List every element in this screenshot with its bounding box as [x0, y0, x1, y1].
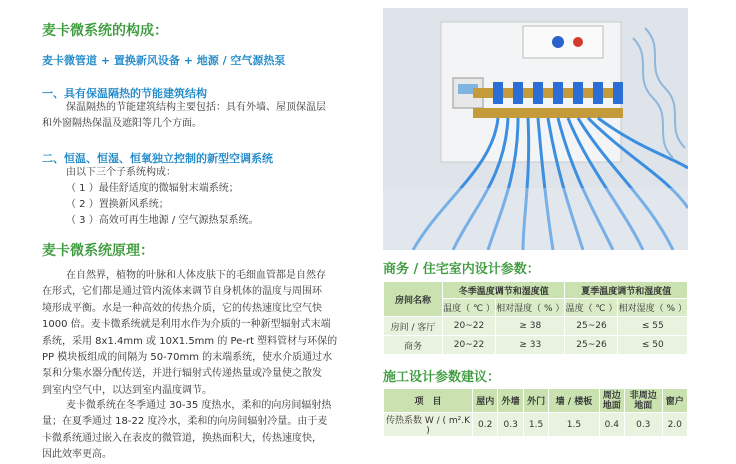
- section2-title: 二、恒温、恒湿、恒氧独立控制的新型空调系统: [42, 152, 273, 165]
- th-winter-temp: 温度（ ℃ ）: [443, 299, 496, 317]
- construction-param-table: [383, 388, 688, 437]
- cell: 传热系数 W / ( m².K ): [384, 413, 473, 437]
- cell: ≤ 50: [618, 336, 688, 355]
- para2-line: 卡微系统通过嵌入在表皮的微管道，换热面积大，传热速度快，: [42, 432, 322, 444]
- th-winter: 冬季温度调节和湿度值: [443, 282, 565, 299]
- cell: 20~22: [443, 336, 496, 355]
- th: 屋内: [473, 389, 498, 413]
- para1-line: 泵和分集水器分配传送，并进行辐射式传递热量或冷量使之散发: [42, 368, 322, 380]
- components-line: 麦卡微管道 + 置换新风设备 + 地源 / 空气源热泵: [42, 54, 286, 67]
- principle-para1: [42, 268, 360, 399]
- th: 外门: [523, 389, 548, 413]
- table-row: [384, 413, 688, 437]
- para1-line: 境形成平衡。水是一种高效的传热介质，它的传热速度比空气快: [42, 302, 322, 314]
- th-winter-hum: 相对湿度（ % ）: [496, 299, 565, 317]
- para1-line: 系统，采用 8x1.4mm 或 10X1.5mm 的 Pe-rt 塑料管材与环保的: [42, 335, 338, 347]
- manifold-illustration: [383, 8, 688, 250]
- para2-line: 量；在夏季通过 18-22 度冷水，柔和的向房间辐射冷量。由于麦: [42, 416, 328, 428]
- cell: 0.2: [473, 413, 498, 437]
- section2-item3: （ 3 ）高效可再生地源 / 空气源热泵系统。: [66, 215, 259, 226]
- cell: 25~26: [565, 317, 618, 336]
- cell: 1.5: [523, 413, 548, 437]
- para1-line: 在形式，它们都是通过管内流体来调节自身机体的温度与周围环: [42, 286, 322, 298]
- cell: ≥ 38: [496, 317, 565, 336]
- para2-line: 麦卡微系统在冬季通过 30-35 度热水，柔和的向房间辐射热: [66, 400, 332, 411]
- section2-item2: （ 2 ）置换新风系统；: [66, 199, 169, 210]
- cell: 0.4: [599, 413, 624, 437]
- th: 非周边 地面: [625, 389, 662, 413]
- cell: 2.0: [662, 413, 688, 437]
- table1-title: 商务 / 住宅室内设计参数：: [383, 262, 540, 277]
- cell: 0.3: [625, 413, 662, 437]
- cell: 1.5: [549, 413, 599, 437]
- th: 外墙: [498, 389, 523, 413]
- heading-composition: 麦卡微系统的构成：: [42, 23, 168, 39]
- cell: ≤ 55: [618, 317, 688, 336]
- th-room-name: 房间名称: [384, 282, 443, 317]
- th-summer-hum: 相对湿度（ % ）: [618, 299, 688, 317]
- principle-para2: [42, 398, 360, 464]
- cell: 0.3: [498, 413, 523, 437]
- section1-title: 一、具有保温隔热的节能建筑结构: [42, 87, 207, 100]
- cell: 商务: [384, 336, 443, 355]
- para2-line: 因此效率更高。: [42, 449, 112, 461]
- section2-item1: （ 1 ）最佳舒适度的微辐射末端系统；: [66, 183, 239, 194]
- heading-principle: 麦卡微系统原理：: [42, 243, 154, 259]
- th: 周边 地面: [599, 389, 624, 413]
- th: 窗户: [662, 389, 688, 413]
- cell: 房间 / 客厅: [384, 317, 443, 336]
- th: 墙 / 楼板: [549, 389, 599, 413]
- table2-title: 施工设计参数建议：: [383, 370, 501, 385]
- th-item: 项 目: [384, 389, 473, 413]
- section2-intro: 由以下三个子系统构成：: [66, 167, 176, 178]
- table-row: [384, 317, 688, 336]
- cell: 25~26: [565, 336, 618, 355]
- para1-line: 1000 倍。麦卡微系统就是利用水作为介质的一种新型辐射式末端: [42, 319, 331, 331]
- cell: 20~22: [443, 317, 496, 336]
- section1-body-line1: 保温隔热的节能建筑结构主要包括：具有外墙、屋顶保温层: [66, 102, 326, 113]
- para1-line: PP 模块板组成的间隔为 50-70mm 的末端系统，使水介质通过水: [42, 352, 333, 364]
- para1-line: 在自然界，植物的叶脉和人体皮肤下的毛细血管都是自然存: [66, 270, 326, 281]
- th-summer-temp: 温度（ ℃ ）: [565, 299, 618, 317]
- indoor-design-table: [383, 281, 688, 355]
- section1-body-line2: 和外窗隔热保温及遮阳等几个方面。: [42, 118, 202, 129]
- cell: ≥ 33: [496, 336, 565, 355]
- para1-line: 到室内空气中，以达到室内温度调节。: [42, 384, 212, 396]
- manifold-photo: [383, 8, 688, 250]
- th-summer: 夏季温度调节和湿度值: [565, 282, 688, 299]
- table-row: [384, 336, 688, 355]
